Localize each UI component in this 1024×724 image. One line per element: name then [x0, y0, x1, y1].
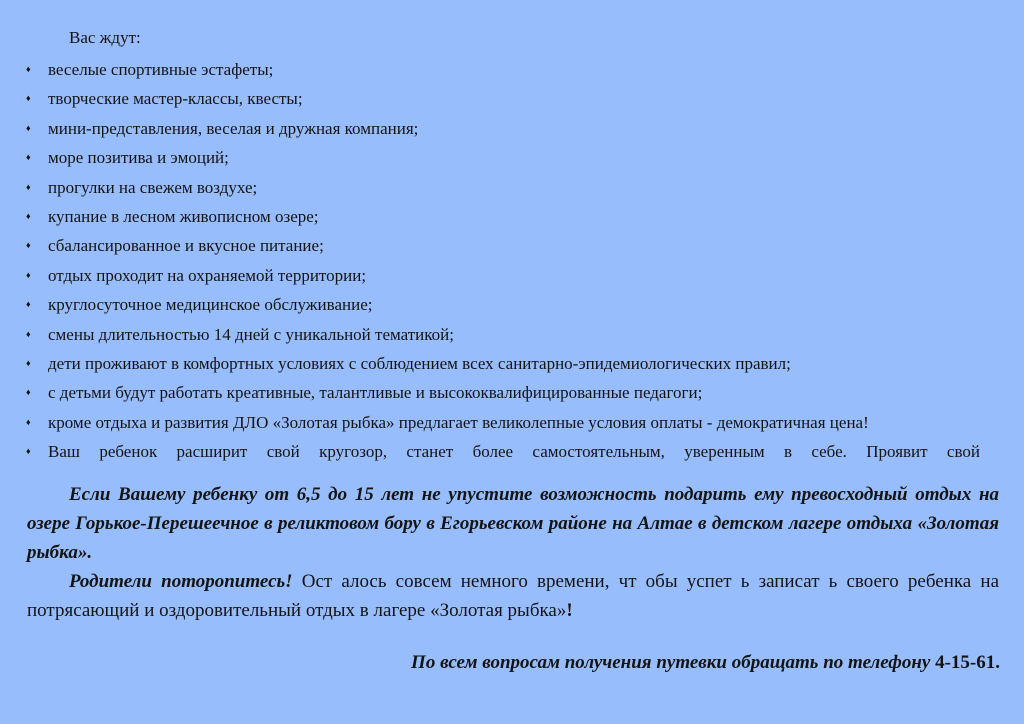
diamond-bullet-icon: ♦ — [26, 446, 31, 457]
list-item-text: творческие мастер-классы, квесты; — [48, 89, 303, 109]
list-item-text: дети проживают в комфортных условиях с соблюдением всех санитарно-эпидемиологических правил; — [48, 353, 791, 373]
list-item-text: с детьми будут работать креативные, талантливые и высококвалифицированные педагоги; — [48, 383, 703, 403]
list-item-text: сбалансированное и вкусное питание; — [48, 236, 324, 256]
diamond-bullet-icon: ♦ — [26, 64, 31, 74]
list-item — [22, 437, 1002, 466]
hurry-end: ! — [566, 600, 573, 621]
hurry-lead: Родители поторопитесь! — [69, 571, 293, 592]
diamond-bullet-icon: ♦ — [26, 152, 31, 163]
hurry-paragraph — [27, 567, 999, 625]
diamond-bullet-icon: ♦ — [26, 181, 31, 192]
list-item-text: отдых проходит на охраняемой территории; — [48, 265, 367, 285]
hurry-body: Ост алось совсем немного времени, чт обы успет ь записат ь своего ребенка на потрясающий и оздоровительный отдых в лагере «Золотая рыбка» — [27, 571, 1000, 621]
list-item — [22, 202, 1002, 231]
list-item — [22, 114, 1002, 143]
diamond-bullet-icon: ♦ — [26, 387, 31, 398]
contact-phone: 4-15-61. — [930, 652, 1000, 673]
list-item-text: купание в лесном живописном озере; — [48, 206, 319, 226]
list-item-text: круглосуточное медицинское обслуживание; — [48, 295, 373, 315]
contact-line — [411, 652, 1000, 674]
diamond-bullet-icon: ♦ — [26, 357, 31, 368]
diamond-bullet-icon: ♦ — [26, 122, 31, 133]
diamond-bullet-icon: ♦ — [26, 269, 31, 280]
list-item — [22, 320, 1002, 349]
intro-heading: Вас ждут: — [69, 28, 141, 47]
list-item — [22, 84, 1002, 113]
diamond-bullet-icon: ♦ — [26, 210, 31, 221]
list-item — [22, 378, 1002, 407]
list-item — [22, 55, 1002, 84]
list-item-text: веселые спортивные эстафеты; — [48, 60, 274, 79]
diamond-bullet-icon: ♦ — [26, 416, 31, 427]
list-item-text: море позитива и эмоций; — [48, 148, 229, 168]
list-item — [22, 408, 1002, 437]
age-offer-paragraph: Если Вашему ребенку от 6,5 до 15 лет не упустите возможность подарить ему превосходный отдых на озере Горькое-Перешеечное в реликтовом бору в Егорьевском районе на Алтае в детском лагере отдыха «Золотая рыбка». — [27, 484, 999, 563]
list-item-text: прогулки на свежем воздухе; — [48, 177, 258, 197]
list-item — [22, 290, 1002, 319]
list-item — [22, 349, 1002, 378]
diamond-bullet-icon: ♦ — [26, 240, 31, 251]
list-item — [22, 143, 1002, 172]
list-item-text: смены длительностью 14 дней с уникальной тематикой; — [48, 324, 454, 344]
list-item — [22, 173, 1002, 202]
diamond-bullet-icon: ♦ — [26, 299, 31, 310]
list-item — [22, 261, 1002, 290]
list-item-text: кроме отдыха и развития ДЛО «Золотая рыбка» предлагает великолепные условия оплаты - демократичная цена! — [48, 412, 869, 432]
list-item — [22, 231, 1002, 260]
diamond-bullet-icon: ♦ — [26, 93, 31, 104]
list-item-text: Ваш ребенок расширит свой кругозор, станет более самостоятельным, уверенным в себе. Проявит свой — [48, 442, 980, 462]
contact-text: По всем вопросам получения путевки обращать по телефону — [411, 652, 931, 673]
bullet-list — [22, 55, 1002, 466]
diamond-bullet-icon: ♦ — [26, 328, 31, 339]
list-item-text: мини-представления, веселая и дружная компания; — [48, 118, 419, 138]
